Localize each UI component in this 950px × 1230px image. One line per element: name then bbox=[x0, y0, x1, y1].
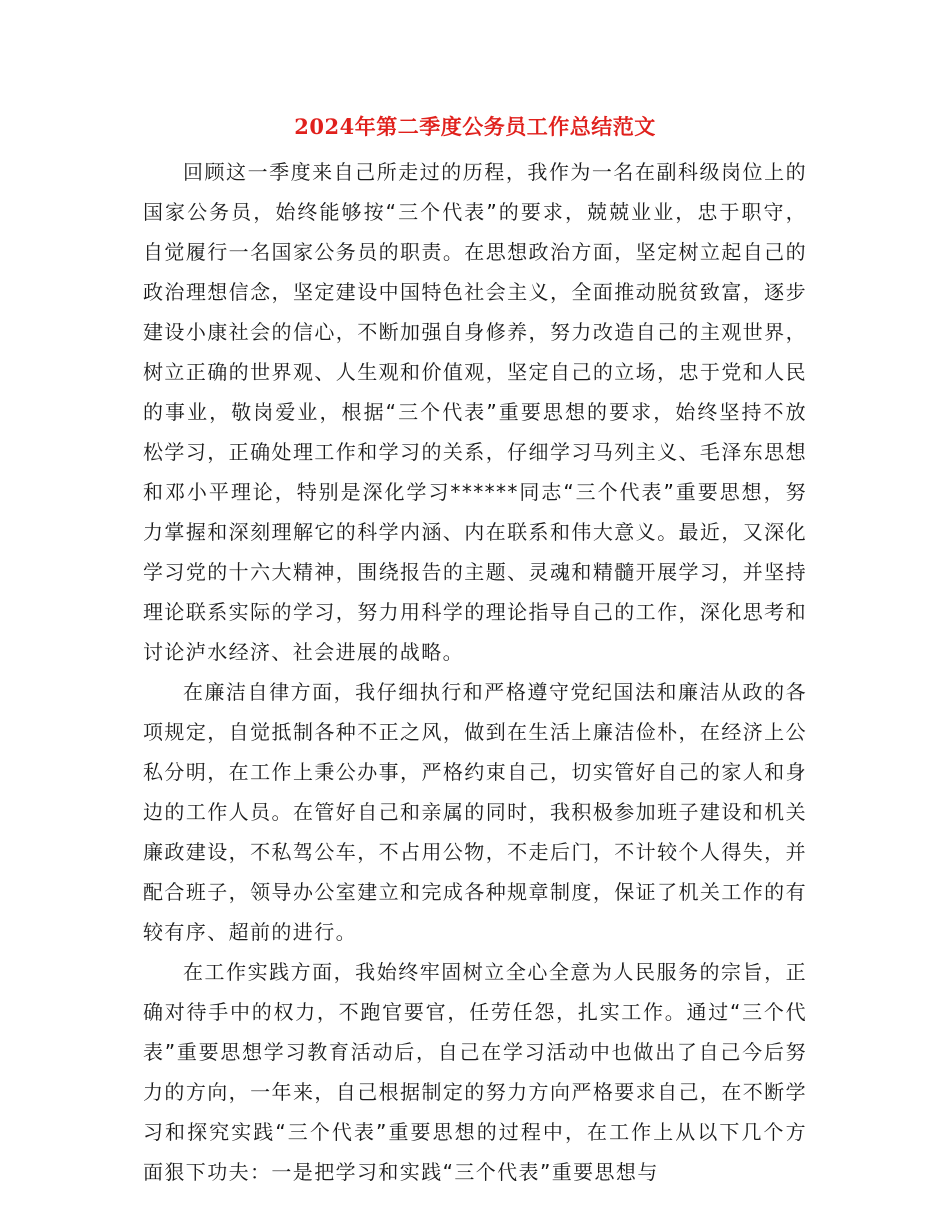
paragraph-integrity: 在廉洁自律方面，我仔细执行和严格遵守党纪国法和廉洁从政的各项规定，自觉抵制各种不正之风，做到在生活上廉洁俭朴，在经济上公私分明，在工作上秉公办事，严格约束自己，切实管好自己的家人和身边的工作人员。在管好自己和亲属的同时，我积极参加班子建设和机关廉政建设，不私驾公车，不占用公物，不走后门，不计较个人得失，并配合班子，领导办公室建立和完成各种规章制度，保证了机关工作的有较有序、超前的进行。 bbox=[143, 680, 807, 944]
paragraph-thought-politics: 回顾这一季度来自己所走过的历程，我作为一名在副科级岗位上的国家公务员，始终能够按“三个代表”的要求，兢兢业业，忠于职守，自觉履行一名国家公务员的职责。在思想政治方面，坚定树立起自己的政治理想信念，坚定建设中国特色社会主义，全面推动脱贫致富，逐步建设小康社会的信心，不断加强自身修养，努力改造自己的主观世界，树立正确的世界观、人生观和价值观，坚定自己的立场，忠于党和人民的事业，敬岗爱业，根据“三个代表”重要思想的要求，始终坚持不放松学习，正确处理工作和学习的关系，仔细学习马列主义、毛泽东思想和邓小平理论，特别是深化学习******同志“三个代表”重要思想，努力掌握和深刻理解它的科学内涵、内在联系和伟大意义。最近，又深化学习党的十六大精神，围绕报告的主题、灵魂和精髓开展学习，并坚持理论联系实际的学习，努力用科学的理论指导自己的工作，深化思考和讨论泸水经济、社会进展的战略。 bbox=[143, 160, 807, 664]
document-body bbox=[143, 152, 807, 1192]
document-title: 2024年第二季度公务员工作总结范文 bbox=[294, 114, 656, 139]
paragraph-work-practice: 在工作实践方面，我始终牢固树立全心全意为人民服务的宗旨，正确对待手中的权力，不跑官要官，任劳任怨，扎实工作。通过“三个代表”重要思想学习教育活动后，自己在学习活动中也做出了自己今后努力的方向，一年来，自己根据制定的努力方向严格要求自己，在不断学习和探究实践“三个代表”重要思想的过程中，在工作上从以下几个方面狠下功夫：一是把学习和实践“三个代表”重要思想与 bbox=[143, 960, 807, 1184]
